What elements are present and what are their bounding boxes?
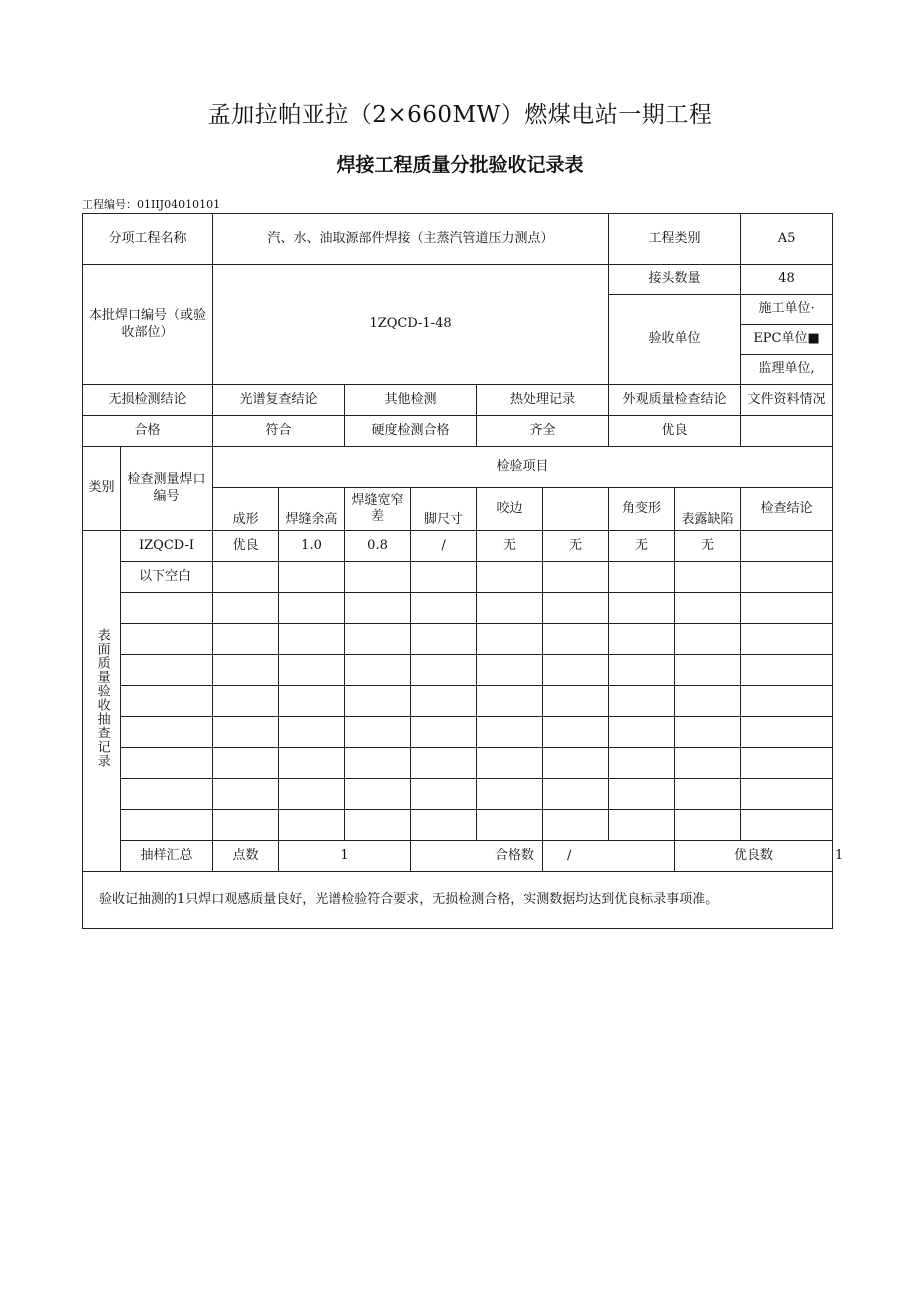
subitem-name-label: 分项工程名称: [83, 214, 213, 265]
table-cell: [213, 748, 279, 779]
table-cell: [543, 624, 609, 655]
table-cell: [741, 779, 833, 810]
table-cell: [741, 810, 833, 841]
table-cell: [477, 810, 543, 841]
table-cell: [609, 655, 675, 686]
remark: 验收记抽测的1只焊口观感质量良好，光谱检验符合要求，无损检测合格，实测数据均达到优良标录事项准。: [83, 872, 833, 929]
table-cell: [609, 717, 675, 748]
subitem-name-value: 汽、水、油取源部件焊接（主蒸汽管道压力测点）: [213, 214, 609, 265]
excellent-label: 优良数: [675, 841, 833, 872]
table-cell: [675, 593, 741, 624]
table-cell: [345, 686, 411, 717]
joint-count-label: 接头数量: [609, 265, 741, 295]
table-cell: [477, 562, 543, 593]
table-cell: [675, 717, 741, 748]
supervision-unit: 监理单位,: [741, 355, 833, 385]
table-cell: [213, 624, 279, 655]
table-cell: [477, 624, 543, 655]
table-cell: [121, 717, 213, 748]
table-cell: [121, 810, 213, 841]
table-cell: [675, 748, 741, 779]
table-cell: [609, 748, 675, 779]
batch-weld-value: 1ZQCD-1-48: [213, 265, 609, 385]
table-cell: [121, 655, 213, 686]
table-cell: [609, 593, 675, 624]
acceptance-unit-label: 验收单位: [609, 295, 741, 385]
col-reinforcement: 焊缝余高: [279, 488, 345, 531]
table-cell: [543, 779, 609, 810]
project-category-label: 工程类别: [609, 214, 741, 265]
col-angular-distortion: 角变形: [609, 488, 675, 531]
other-test-header: 其他检测: [345, 385, 477, 416]
weld-number-header: 检查测量焊口编号: [121, 447, 213, 531]
col-conclusion: 检查结论: [741, 488, 833, 531]
table-cell: 0.8: [345, 531, 411, 562]
table-cell: [609, 779, 675, 810]
table-cell: [411, 686, 477, 717]
table-cell: 无: [543, 531, 609, 562]
document-title: 孟加拉帕亚拉（2×660MW）燃煤电站一期工程: [207, 102, 713, 128]
table-cell: [741, 748, 833, 779]
table-cell: [279, 593, 345, 624]
table-cell: [411, 562, 477, 593]
table-cell: [477, 717, 543, 748]
table-cell: 无: [477, 531, 543, 562]
table-cell: [675, 810, 741, 841]
table-cell: [279, 810, 345, 841]
table-cell: [675, 779, 741, 810]
table-cell: [543, 748, 609, 779]
table-cell: [411, 748, 477, 779]
table-row: [83, 748, 833, 779]
table-cell: [741, 593, 833, 624]
table-cell: [477, 779, 543, 810]
joint-count-value: 48: [741, 265, 833, 295]
table-row: [83, 624, 833, 655]
documents-header: 文件资料情况: [741, 385, 833, 416]
table-row: [83, 779, 833, 810]
table-cell: [345, 655, 411, 686]
table-cell: [411, 717, 477, 748]
table-cell: [477, 686, 543, 717]
table-cell: [609, 562, 675, 593]
table-cell: [345, 593, 411, 624]
table-cell: [411, 624, 477, 655]
points-label: 点数: [213, 841, 279, 872]
table-cell: [741, 531, 833, 562]
project-category-value: A5: [741, 214, 833, 265]
table-cell: 1.0: [279, 531, 345, 562]
table-cell: [741, 717, 833, 748]
table-cell: [345, 624, 411, 655]
table-row: [83, 686, 833, 717]
table-cell: [543, 810, 609, 841]
table-row: [83, 593, 833, 624]
table-cell: [675, 686, 741, 717]
table-cell: [121, 593, 213, 624]
ndt-conclusion-header: 无损检测结论: [83, 385, 213, 416]
table-cell: [675, 562, 741, 593]
table-cell: [609, 624, 675, 655]
table-cell: [411, 810, 477, 841]
table-cell: [213, 779, 279, 810]
table-cell: [279, 686, 345, 717]
points-value: 1: [279, 841, 411, 872]
table-cell: [279, 624, 345, 655]
appearance-conclusion-value: 优良: [609, 416, 741, 447]
col-surface-defect: 表露缺陷: [675, 488, 741, 531]
table-cell: IZQCD-I: [121, 531, 213, 562]
table-cell: 无: [609, 531, 675, 562]
heat-treatment-value: 齐全: [477, 416, 609, 447]
table-cell: [411, 593, 477, 624]
col-undercut: 咬边: [477, 488, 543, 531]
category-header: 类别: [83, 447, 121, 531]
table-cell: 以下空白: [121, 562, 213, 593]
table-cell: [477, 593, 543, 624]
side-label: [83, 531, 121, 872]
inspection-items-header: 检验项目: [213, 447, 833, 488]
side-label-text: 表面质量验收抽查记录: [94, 628, 110, 769]
table-row: [83, 810, 833, 841]
table-cell: [741, 562, 833, 593]
table-cell: [477, 655, 543, 686]
table-cell: [411, 655, 477, 686]
table-cell: /: [411, 531, 477, 562]
table-cell: [675, 655, 741, 686]
table-cell: 优良: [213, 531, 279, 562]
heat-treatment-header: 热处理记录: [477, 385, 609, 416]
table-row: [83, 562, 833, 593]
pass-label: 合格数: [411, 841, 543, 872]
spectral-review-header: 光谱复查结论: [213, 385, 345, 416]
table-cell: [411, 779, 477, 810]
table-cell: [279, 748, 345, 779]
table-cell: [213, 810, 279, 841]
table-cell: [279, 655, 345, 686]
table-cell: [345, 717, 411, 748]
summary-row: 抽样汇总 点数 1 合格数 / 优良数 1: [83, 841, 833, 872]
table-cell: [741, 655, 833, 686]
table-cell: [213, 655, 279, 686]
table-row: [83, 531, 833, 562]
table-cell: [675, 624, 741, 655]
appearance-conclusion-header: 外观质量检查结论: [609, 385, 741, 416]
summary-label: 抽样汇总: [121, 841, 213, 872]
table-cell: [345, 562, 411, 593]
table-cell: [543, 717, 609, 748]
table-row: [83, 655, 833, 686]
batch-weld-label: 本批焊口编号（或验收部位）: [83, 265, 213, 385]
table-row: [83, 717, 833, 748]
form-title: 焊接工程质量分批验收记录表: [336, 154, 584, 176]
ndt-conclusion-value: 合格: [83, 416, 213, 447]
table-cell: [279, 562, 345, 593]
table-cell: [543, 593, 609, 624]
table-cell: 无: [675, 531, 741, 562]
table-cell: [213, 562, 279, 593]
acceptance-form-table: [82, 213, 844, 929]
table-cell: [345, 748, 411, 779]
table-cell: [279, 779, 345, 810]
table-cell: [345, 810, 411, 841]
documents-value: [741, 416, 833, 447]
table-cell: [609, 686, 675, 717]
col-width-diff: 焊缝宽窄差: [345, 488, 411, 531]
table-cell: [345, 779, 411, 810]
construction-unit: 施工单位·: [741, 295, 833, 325]
table-cell: [741, 624, 833, 655]
table-cell: [213, 686, 279, 717]
table-cell: [121, 686, 213, 717]
col-blank: [543, 488, 609, 531]
table-cell: [609, 810, 675, 841]
table-cell: [213, 593, 279, 624]
table-cell: [213, 717, 279, 748]
table-cell: [121, 748, 213, 779]
table-cell: [543, 655, 609, 686]
table-cell: [543, 562, 609, 593]
table-cell: [121, 624, 213, 655]
epc-unit: EPC单位■: [741, 325, 833, 355]
table-cell: [543, 686, 609, 717]
col-forming: 成形: [213, 488, 279, 531]
table-cell: [741, 686, 833, 717]
table-cell: [279, 717, 345, 748]
col-leg-size: 脚尺寸: [411, 488, 477, 531]
project-number: 工程编号：01IIJ04010101: [82, 198, 221, 211]
table-cell: [121, 779, 213, 810]
other-test-value: 硬度检测合格: [345, 416, 477, 447]
pass-value: /: [543, 841, 675, 872]
spectral-review-value: 符合: [213, 416, 345, 447]
table-cell: [477, 748, 543, 779]
